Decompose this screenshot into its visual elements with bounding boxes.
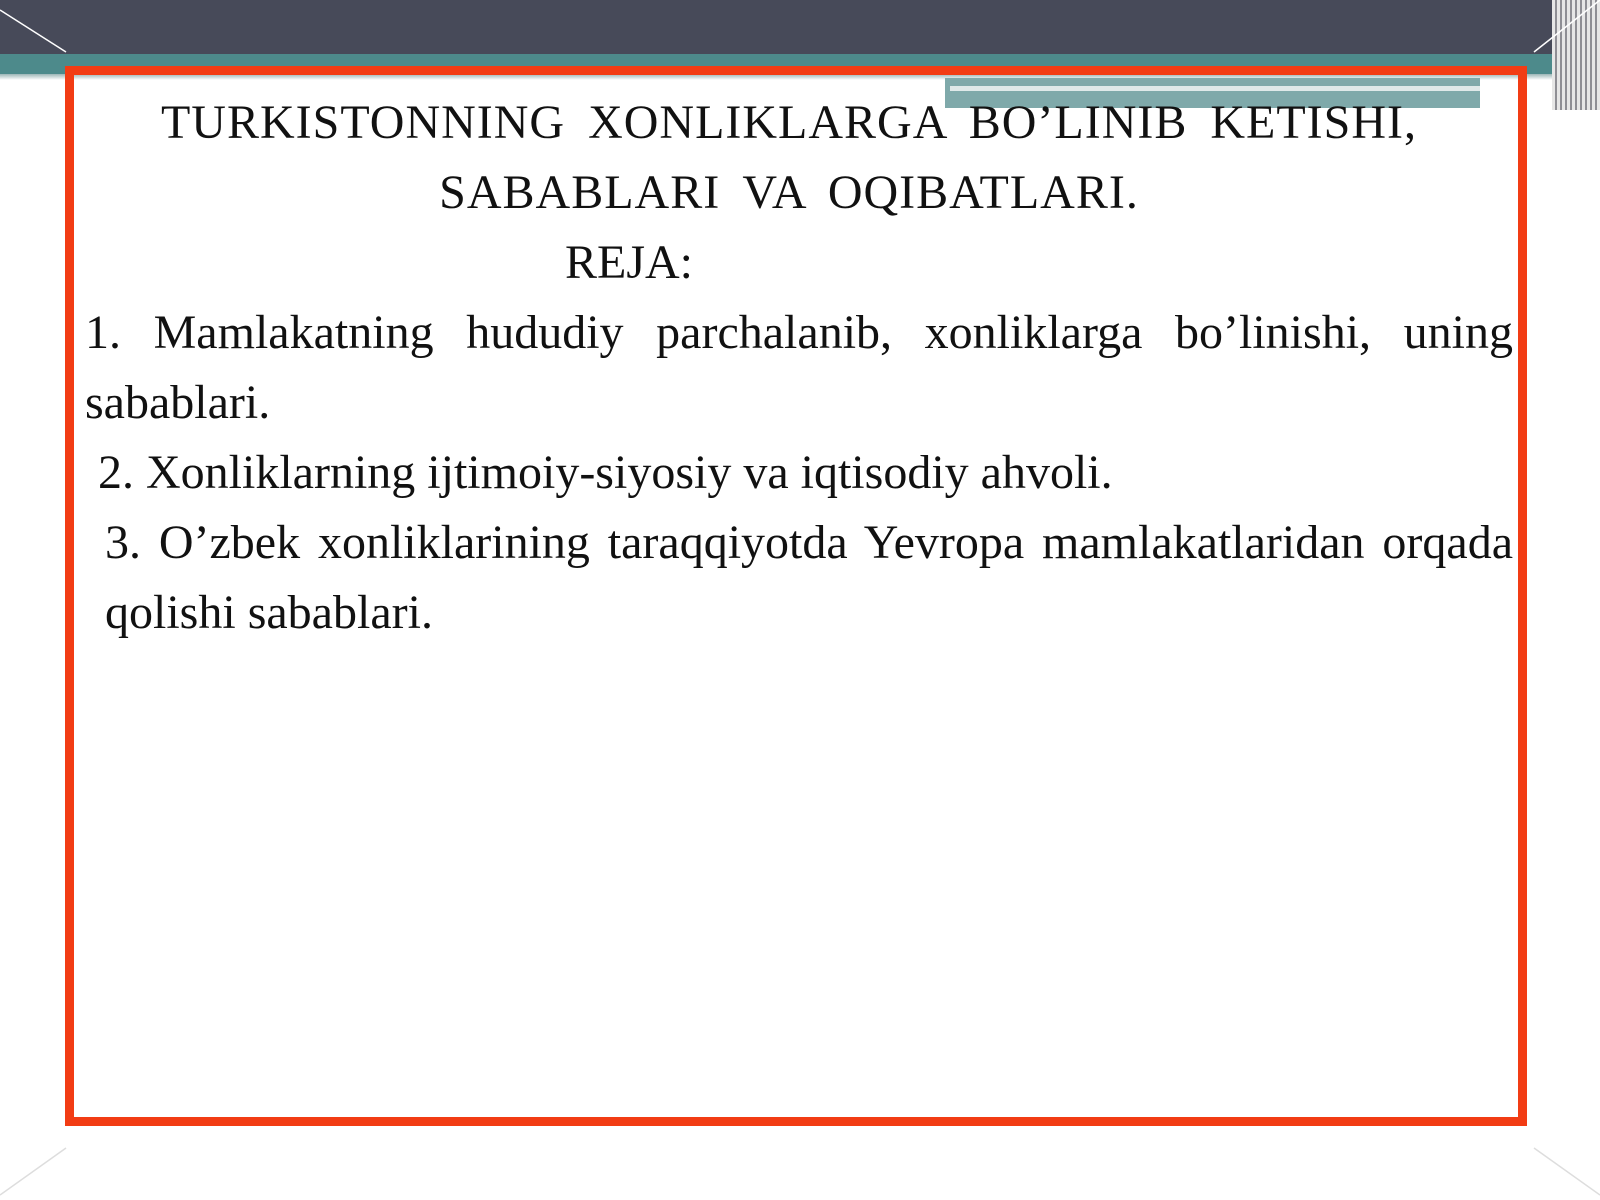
plan-item-1: 1. Mamlakatning hududiy parchalanib, xonliklarga bo’linishi, uning sabablari. <box>85 306 1513 429</box>
plan-heading: REJA: <box>565 236 694 289</box>
plan-item-2: 2. Xonliklarning ijtimoiy-siyosiy va iqtisodiy ahvoli. <box>98 446 1113 499</box>
header-bar <box>0 0 1600 54</box>
bottom-right-corner-line <box>1534 1148 1600 1195</box>
plan-item-3: 3. O’zbek xonliklarining taraqqiyotda Yevropa mamlakatlaridan orqada qolishi sabablari. <box>105 516 1513 639</box>
slide-title-line-1: TURKISTONNING XONLIKLARGA BO’LINIB KETISHI, <box>160 96 1417 149</box>
corner-stripes <box>1552 0 1600 110</box>
slide-title-line-2: SABABLARI VA OQIBATLARI. <box>439 166 1139 219</box>
bottom-left-corner-line <box>0 1148 66 1195</box>
slide-content <box>85 88 1513 648</box>
